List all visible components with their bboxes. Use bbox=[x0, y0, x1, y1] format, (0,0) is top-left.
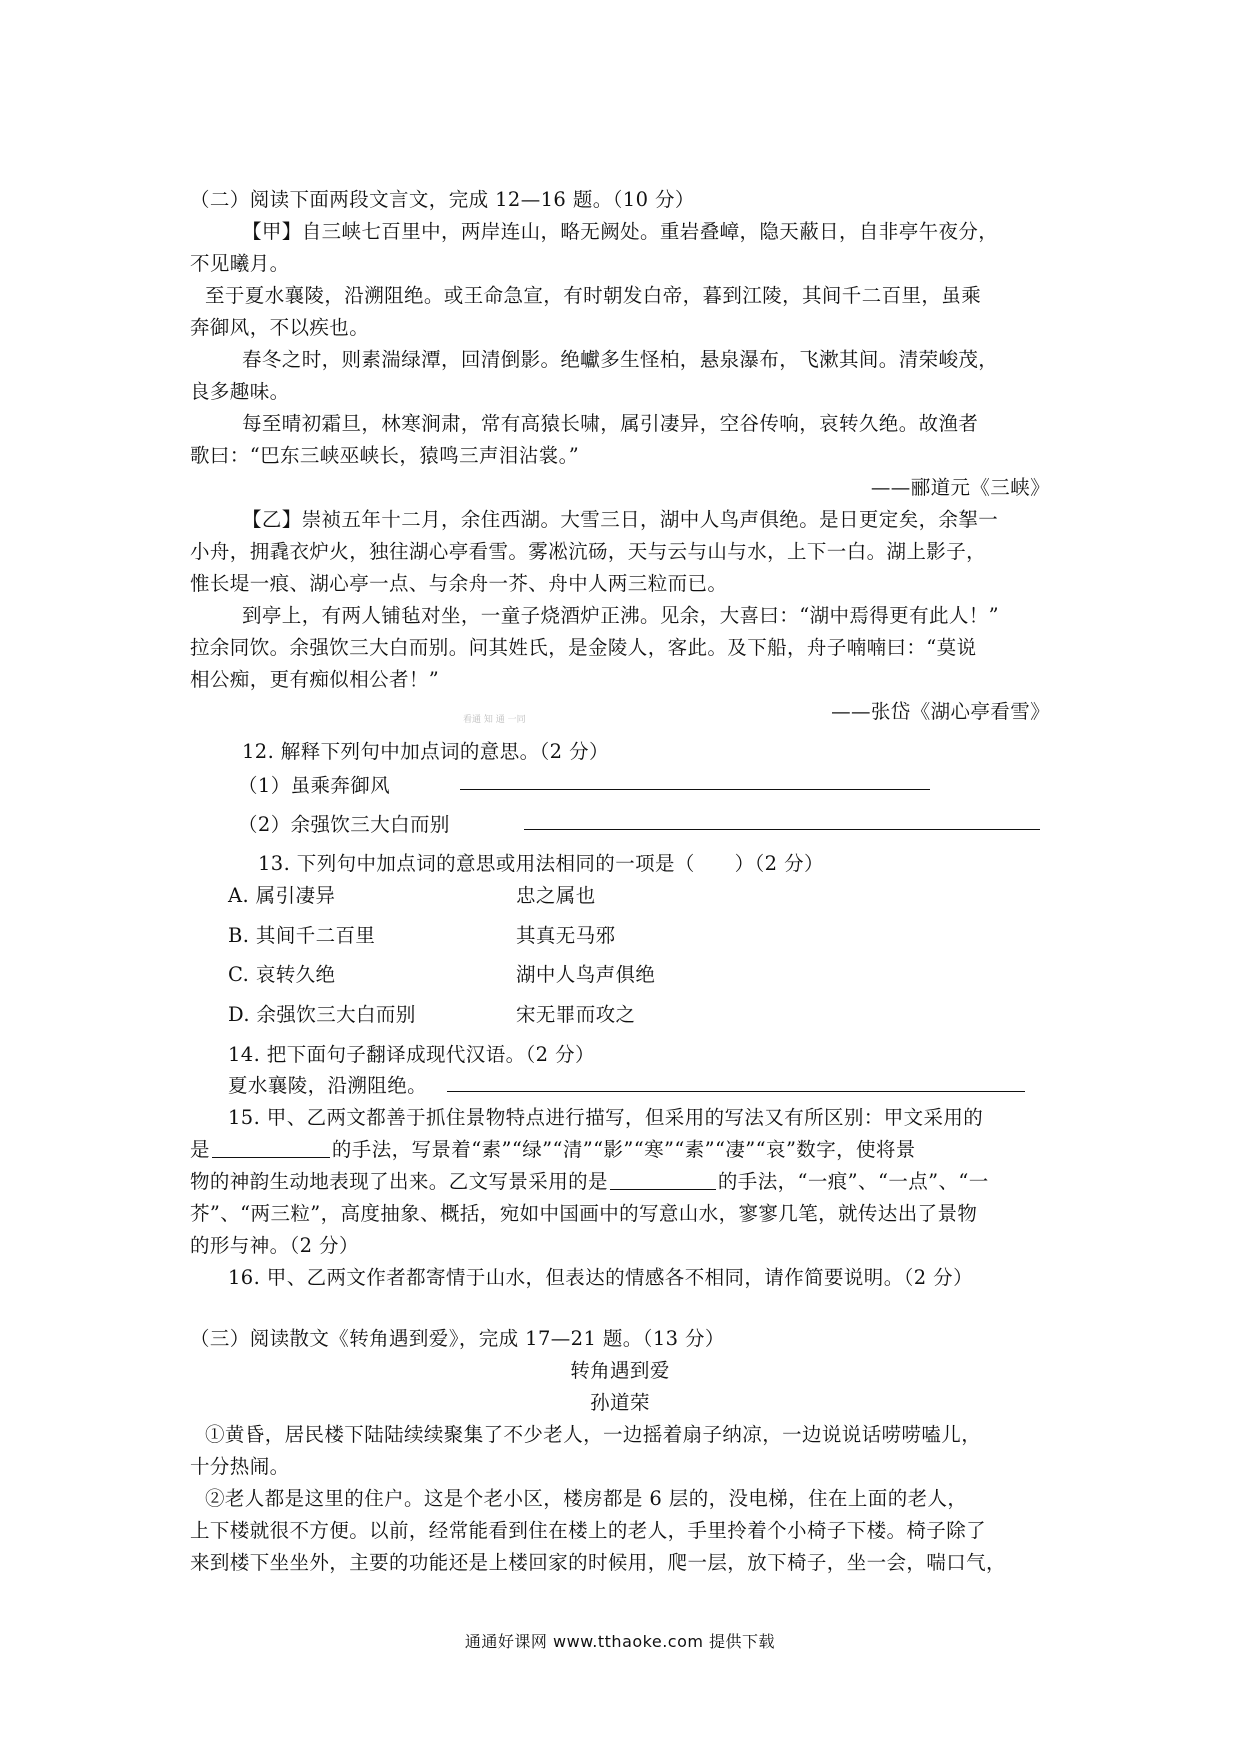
jia-source: ——郦道元《三峡》 bbox=[870, 476, 1050, 499]
q13-option-a-compare: 忠之属也 bbox=[516, 884, 596, 907]
jia-line-6: 良多趣味。 bbox=[190, 380, 290, 403]
q15-line-1: 15. 甲、乙两文都善于抓住景物特点进行描写，但采用的写法又有所区别：甲文采用的 bbox=[228, 1106, 984, 1129]
section2-heading: （二）阅读下面两段文言文，完成 12—16 题。（10 分） bbox=[190, 188, 695, 211]
q15-line-3-rest: 的手法，“一痕”、“一点”、“一 bbox=[717, 1170, 989, 1193]
q14-answer-blank[interactable] bbox=[447, 1091, 1025, 1092]
q15-line-3 bbox=[190, 1166, 989, 1194]
article-author: 孙道荣 bbox=[590, 1391, 650, 1414]
q15-line-2-rest: 的手法，写景着“素”“绿”“清”“影”“寒”“素”“凄”“哀”数字，使将景 bbox=[331, 1138, 916, 1161]
article-title: 转角遇到爱 bbox=[570, 1359, 670, 1382]
q16-stem: 16. 甲、乙两文作者都寄情于山水，但表达的情感各不相同，请作简要说明。（2 分） bbox=[228, 1266, 973, 1289]
p2-line-1: ②老人都是这里的住户。这是个老小区，楼房都是 6 层的，没电梯，住在上面的老人， bbox=[205, 1487, 968, 1510]
q14-stem: 14. 把下面句子翻译成现代汉语。（2 分） bbox=[228, 1043, 595, 1066]
q13-option-c[interactable]: C. 哀转久绝 bbox=[228, 963, 336, 986]
q12-item-2: （2）余强饮三大白而别 bbox=[238, 813, 450, 836]
q15-answer-blank-1[interactable] bbox=[212, 1139, 330, 1158]
q12-item-1: （1）虽乘奔御风 bbox=[238, 774, 391, 797]
q15-answer-blank-2[interactable] bbox=[610, 1171, 716, 1190]
q15-line-5: 的形与神。（2 分） bbox=[190, 1234, 359, 1257]
jia-line-1: 【甲】自三峡七百里中，两岸连山，略无阙处。重岩叠嶂，隐天蔽日，自非亭午夜分， bbox=[242, 220, 999, 243]
q12-answer-blank-2[interactable] bbox=[524, 829, 1040, 830]
q13-option-c-compare: 湖中人鸟声俱绝 bbox=[516, 963, 656, 986]
yi-line-1: 【乙】崇祯五年十二月，余住西湖。大雪三日，湖中人鸟声俱绝。是日更定矣，余挐一 bbox=[242, 508, 999, 531]
q12-stem: 12. 解释下列句中加点词的意思。（2 分） bbox=[242, 740, 609, 763]
q15-line-4: 芥”、“两三粒”，高度抽象、概括，宛如中国画中的写意山水，寥寥几笔，就传达出了景物 bbox=[190, 1202, 978, 1225]
q15-line-2-start: 是 bbox=[190, 1138, 210, 1161]
q13-option-a[interactable]: A. 属引凄异 bbox=[228, 884, 336, 907]
jia-line-4: 奔御风，不以疾也。 bbox=[190, 316, 370, 339]
yi-line-2: 小舟，拥毳衣炉火，独往湖心亭看雪。雾凇沆砀，天与云与山与水，上下一白。湖上影子， bbox=[190, 540, 987, 563]
q13-stem: 13. 下列句中加点词的意思或用法相同的一项是（ ）（2 分） bbox=[258, 852, 824, 875]
jia-line-7: 每至晴初霜旦，林寒涧肃，常有高猿长啸，属引凄异，空谷传响，哀转久绝。故渔者 bbox=[242, 412, 979, 435]
yi-source: ——张岱《湖心亭看雪》 bbox=[831, 700, 1050, 723]
jia-line-5: 春冬之时，则素湍绿潭，回清倒影。绝巘多生怪柏，悬泉瀑布，飞漱其间。清荣峻茂， bbox=[242, 348, 999, 371]
section3-heading: （三）阅读散文《转角遇到爱》，完成 17—21 题。（13 分） bbox=[190, 1327, 725, 1350]
q13-option-b-compare: 其真无马邪 bbox=[516, 924, 616, 947]
q13-option-d[interactable]: D. 余强饮三大白而别 bbox=[228, 1003, 416, 1026]
q15-line-3-start: 物的神韵生动地表现了出来。乙文写景采用的是 bbox=[190, 1170, 608, 1193]
p1-line-1: ①黄昏，居民楼下陆陆续续聚集了不少老人，一边摇着扇子纳凉，一边说说话唠唠嗑儿， bbox=[205, 1423, 982, 1446]
p2-line-3: 来到楼下坐坐外，主要的功能还是上楼回家的时候用，爬一层，放下椅子，坐一会，喘口气， bbox=[190, 1551, 1006, 1574]
yi-line-3: 惟长堤一痕、湖心亭一点、与余舟一芥、舟中人两三粒而已。 bbox=[190, 572, 728, 595]
faint-watermark: 看通 知 通 一同 bbox=[463, 715, 526, 725]
q13-option-d-compare: 宋无罪而攻之 bbox=[516, 1003, 636, 1026]
q15-line-2 bbox=[190, 1134, 916, 1162]
yi-line-6: 相公痴，更有痴似相公者！” bbox=[190, 668, 440, 691]
yi-line-4: 到亭上，有两人铺毡对坐，一童子烧酒炉正沸。见余，大喜曰：“湖中焉得更有此人！” bbox=[242, 604, 1000, 627]
page-footer: 通通好课网 www.tthaoke.com 提供下载 bbox=[464, 1632, 776, 1651]
q14-sentence: 夏水襄陵，沿溯阻绝。 bbox=[228, 1074, 428, 1097]
yi-line-5: 拉余同饮。余强饮三大白而别。问其姓氏，是金陵人，客此。及下船，舟子喃喃曰：“莫说 bbox=[190, 636, 977, 659]
p1-line-2: 十分热闹。 bbox=[190, 1455, 290, 1478]
jia-line-8: 歌曰：“巴东三峡巫峡长，猿鸣三声泪沾裳。” bbox=[190, 444, 580, 467]
q13-option-b[interactable]: B. 其间千二百里 bbox=[228, 924, 376, 947]
jia-line-2: 不见曦月。 bbox=[190, 252, 290, 275]
jia-line-3: 至于夏水襄陵，沿溯阻绝。或王命急宣，有时朝发白帝，暮到江陵，其间千二百里，虽乘 bbox=[205, 284, 982, 307]
p2-line-2: 上下楼就很不方便。以前，经常能看到住在楼上的老人，手里拎着个小椅子下楼。椅子除了 bbox=[190, 1519, 987, 1542]
q12-answer-blank-1[interactable] bbox=[460, 789, 930, 790]
